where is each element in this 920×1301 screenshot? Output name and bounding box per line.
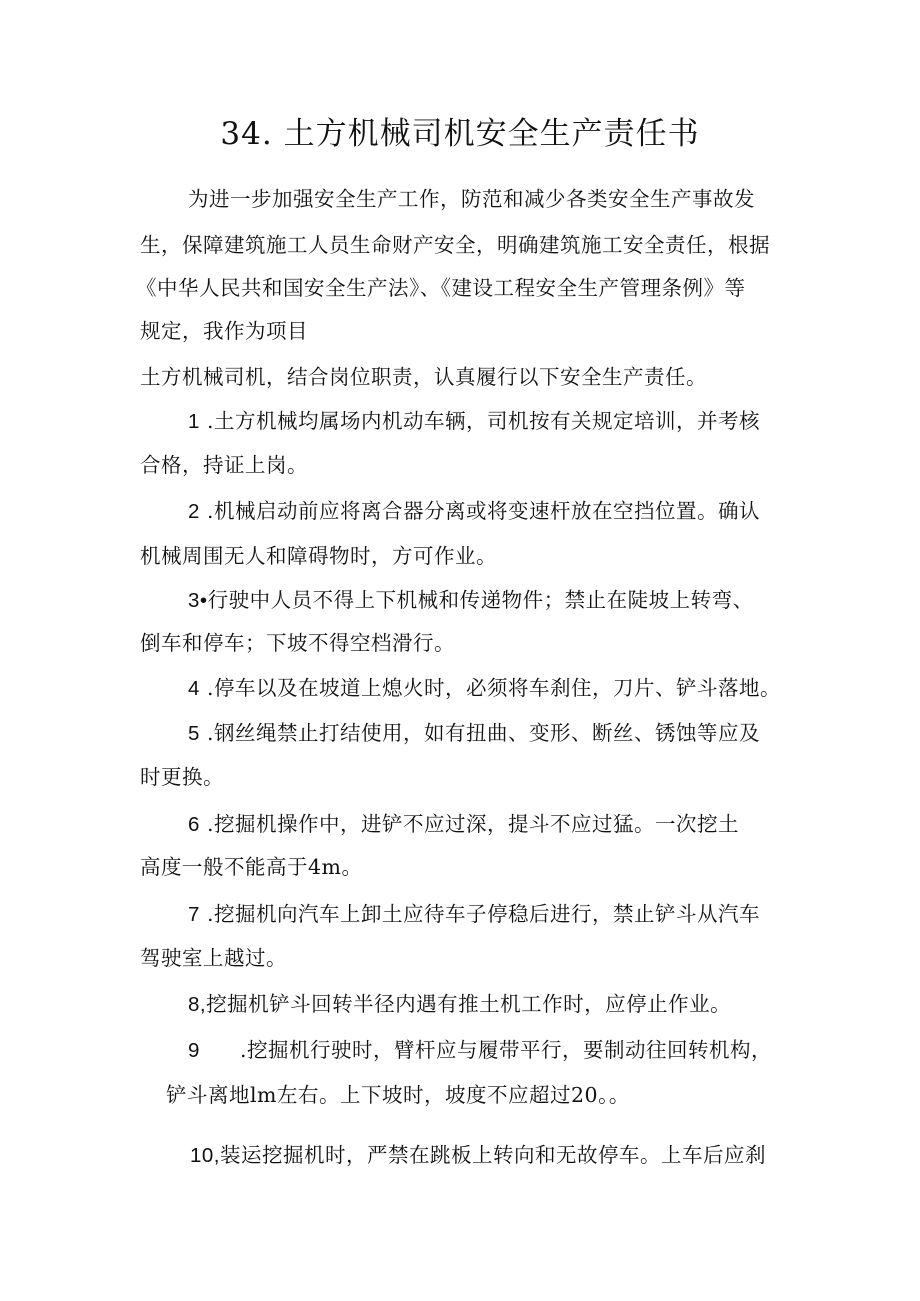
item-7-line-2: 驾驶室上越过。 xyxy=(140,946,287,970)
item-10-line-1 xyxy=(190,1140,766,1171)
item-10-number: 10, xyxy=(190,1144,220,1167)
item-6-number: 6 xyxy=(188,813,200,836)
item-7-line-1 xyxy=(188,899,760,930)
item-10-text: 装运挖掘机时，严禁在跳板上转向和无故停车。上车后应刹 xyxy=(220,1143,766,1167)
item-5-text: .钢丝绳禁止打结使用，如有扭曲、变形、断丝、锈蚀等应及 xyxy=(206,721,760,745)
item-2-line-1 xyxy=(188,496,760,527)
item-1-number: 1 xyxy=(188,410,200,433)
item-3-number: 3• xyxy=(188,589,208,612)
item-2-line-2: 机械周围无人和障碍物时，方可作业。 xyxy=(140,544,497,568)
intro-line-1: 为进一步加强安全生产工作，防范和减少各类安全生产事故发 xyxy=(188,187,755,211)
item-9-number: 9 xyxy=(188,1039,200,1062)
item-3-line-2: 倒车和停车；下坡不得空档滑行。 xyxy=(140,631,455,655)
item-6-line-1 xyxy=(188,809,739,840)
item-5-line-1 xyxy=(188,718,760,749)
item-9-line-1 xyxy=(188,1035,772,1066)
item-6-text: .挖掘机操作中，进铲不应过深，提斗不应过猛。一次挖土 xyxy=(206,812,739,836)
document-title: 34. 土方机械司机安全生产责任书 xyxy=(220,116,700,152)
item-7-text: .挖掘机向汽车上卸土应待车子停稳后进行，禁止铲斗从汽车 xyxy=(206,902,760,926)
intro-line-2: 生，保障建筑施工人员生命财产安全，明确建筑施工安全责任，根据 xyxy=(140,233,770,257)
item-3-line-1 xyxy=(188,585,754,616)
item-8-line-1 xyxy=(188,989,731,1020)
item-8-number: 8, xyxy=(188,993,207,1016)
item-1-line-1 xyxy=(188,406,760,437)
item-9-line-2: 铲斗离地lm左右。上下坡时，坡度不应超过20。。 xyxy=(166,1083,630,1107)
item-1-text: .土方机械均属场内机动车辆，司机按有关规定培训，并考核 xyxy=(206,409,760,433)
item-6-line-2: 高度一般不能高于4m。 xyxy=(140,855,363,879)
intro-line-5: 土方机械司机，结合岗位职责，认真履行以下安全生产责任。 xyxy=(140,365,707,389)
item-1-line-2: 合格，持证上岗。 xyxy=(140,453,308,477)
item-5-line-2: 时更换。 xyxy=(140,765,224,789)
intro-line-4: 规定，我作为项目 xyxy=(140,319,308,343)
item-4-line-1 xyxy=(188,673,781,704)
item-7-number: 7 xyxy=(188,903,200,926)
intro-line-3: 《中华人民共和国安全生产法》、《建设工程安全生产管理条例》等 xyxy=(136,276,746,300)
item-5-number: 5 xyxy=(188,722,200,745)
item-2-number: 2 xyxy=(188,500,200,523)
item-8-text: 挖掘机铲斗回转半径内遇有推土机工作时，应停止作业。 xyxy=(206,992,732,1016)
item-2-text: .机械启动前应将离合器分离或将变速杆放在空挡位置。确认 xyxy=(206,499,760,523)
item-3-text: 行驶中人员不得上下机械和传递物件；禁止在陡坡上转弯、 xyxy=(207,588,754,612)
item-4-text: .停车以及在坡道上熄火时，必须将车刹住，刀片、铲斗落地。 xyxy=(206,676,781,700)
item-4-number: 4 xyxy=(188,677,200,700)
item-9-text: .挖掘机行驶时，臂杆应与履带平行，要制动往回转机构， xyxy=(239,1038,772,1062)
